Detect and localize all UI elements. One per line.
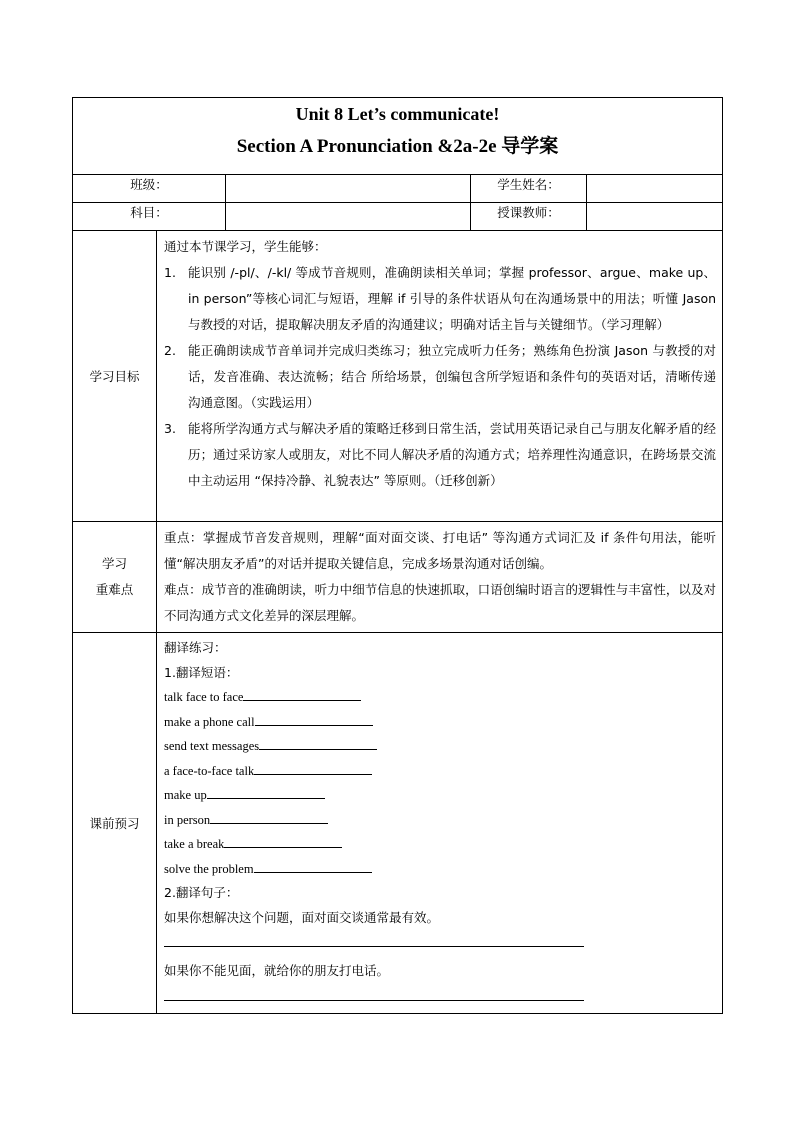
subject-label: 科目： [73, 203, 226, 231]
objective-num: 1. [164, 265, 176, 280]
phrase-item [164, 734, 716, 759]
student-name-label: 学生姓名： [471, 175, 587, 203]
subject-value[interactable] [226, 203, 471, 231]
answer-blank[interactable] [259, 734, 377, 750]
keypoints-label-line1: 学习 [101, 556, 127, 571]
phrase-item [164, 808, 716, 833]
objective-item [164, 260, 716, 338]
objective-num: 3. [164, 421, 176, 436]
phrase-text: in person [164, 812, 211, 827]
difficult-point-text: 难点：成节音的准确朗读，听力中细节信息的快速抓取，口语创编时语言的逻辑性与丰富性，以及对不同沟通方式文化差异的深层理解。 [164, 582, 717, 623]
objective-text: 能正确朗读成节音单词并完成归类练习；独立完成听力任务；熟练角色扮演 Jason 与教授的对话，发音准确、表达流畅；结合 所给场景，创编包含所学短语和条件句的英语对话，清晰传递沟通意图。（实践运用） [188, 343, 717, 410]
sentences-heading: 2.翻译句子： [164, 885, 239, 900]
title-cell [73, 98, 723, 175]
phrase-item [164, 832, 716, 857]
phrase-item [164, 710, 716, 735]
student-name-value[interactable] [587, 175, 723, 203]
answer-blank[interactable] [224, 832, 342, 848]
answer-blank[interactable] [207, 783, 325, 799]
preview-heading: 翻译练习： [164, 640, 227, 655]
phrases-heading: 1.翻译短语： [164, 664, 239, 680]
answer-blank[interactable] [255, 710, 373, 726]
teacher-label: 授课教师： [471, 203, 587, 231]
sentence-answer-blank[interactable] [164, 986, 584, 1001]
phrase-item [164, 685, 716, 710]
keypoints-content [157, 522, 723, 633]
keypoints-label-line2: 重难点 [95, 582, 134, 597]
phrase-text: make up [164, 788, 207, 802]
unit-title: Unit 8 Let’s communicate! [295, 104, 500, 124]
phrase-text: take a break [164, 837, 225, 851]
class-label: 班级： [73, 175, 226, 203]
objective-item [164, 416, 716, 494]
phrase-text: make a phone call [164, 714, 255, 729]
teacher-value[interactable] [587, 203, 723, 231]
objective-num: 2. [164, 343, 176, 358]
objective-item [164, 338, 716, 416]
phrase-item [164, 759, 716, 784]
objective-text: 能将所学沟通方式与解决矛盾的策略迁移到日常生活，尝试用英语记录自己与朋友化解矛盾的经历；通过采访家人或朋友，对比不同人解决矛盾的沟通方式；培养理性沟通意识，在跨场景交流中主动运用 “保持冷静、礼貌表达” 等原则。（迁移创新） [188, 421, 717, 488]
phrase-text: send text messages [164, 739, 260, 753]
sentence-answer-blank[interactable] [164, 932, 584, 947]
phrase-text: solve the problem [164, 861, 254, 876]
objective-text: 能识别 /-pl/、/-kl/ 等成节音规则，准确朗读相关单词；掌握 professor、argue、make up、in person”等核心词汇与短语，理解 if 引导的条件状语从句在沟通场景中的用法；听懂 Jason 与教授的对话，提取解决朋友矛盾的沟通建议；明确对话主旨与关键细节。（学习理解） [188, 265, 717, 332]
objectives-intro: 通过本节课学习，学生能够： [164, 239, 327, 254]
preview-label: 课前预习 [73, 633, 157, 1014]
phrase-text: a face-to-face talk [164, 763, 255, 778]
answer-blank[interactable] [243, 685, 361, 701]
keypoints-label [73, 522, 157, 633]
key-point-text: 重点：掌握成节音发音规则，理解“面对面交谈、打电话” 等沟通方式词汇及 if 条件句用法，能听懂“解决朋友矛盾”的对话并提取关键信息，完成多场景沟通对话创编。 [164, 530, 717, 571]
preview-content [157, 633, 723, 1014]
section-title: Section A Pronunciation &2a-2e 导学案 [236, 136, 559, 157]
study-guide-table [72, 97, 723, 1014]
answer-blank[interactable] [254, 759, 372, 775]
objectives-content [157, 231, 723, 522]
phrase-text: talk face to face [164, 690, 244, 704]
answer-blank[interactable] [210, 808, 328, 824]
sentence-item: 如果你想解决这个问题，面对面交谈通常最有效。 [164, 909, 440, 925]
sentence-item: 如果你不能见面，就给你的朋友打电话。 [164, 963, 390, 978]
objectives-label: 学习目标 [73, 231, 157, 522]
answer-blank[interactable] [254, 857, 372, 873]
phrase-item [164, 783, 716, 808]
phrase-item [164, 857, 716, 882]
class-value[interactable] [226, 175, 471, 203]
